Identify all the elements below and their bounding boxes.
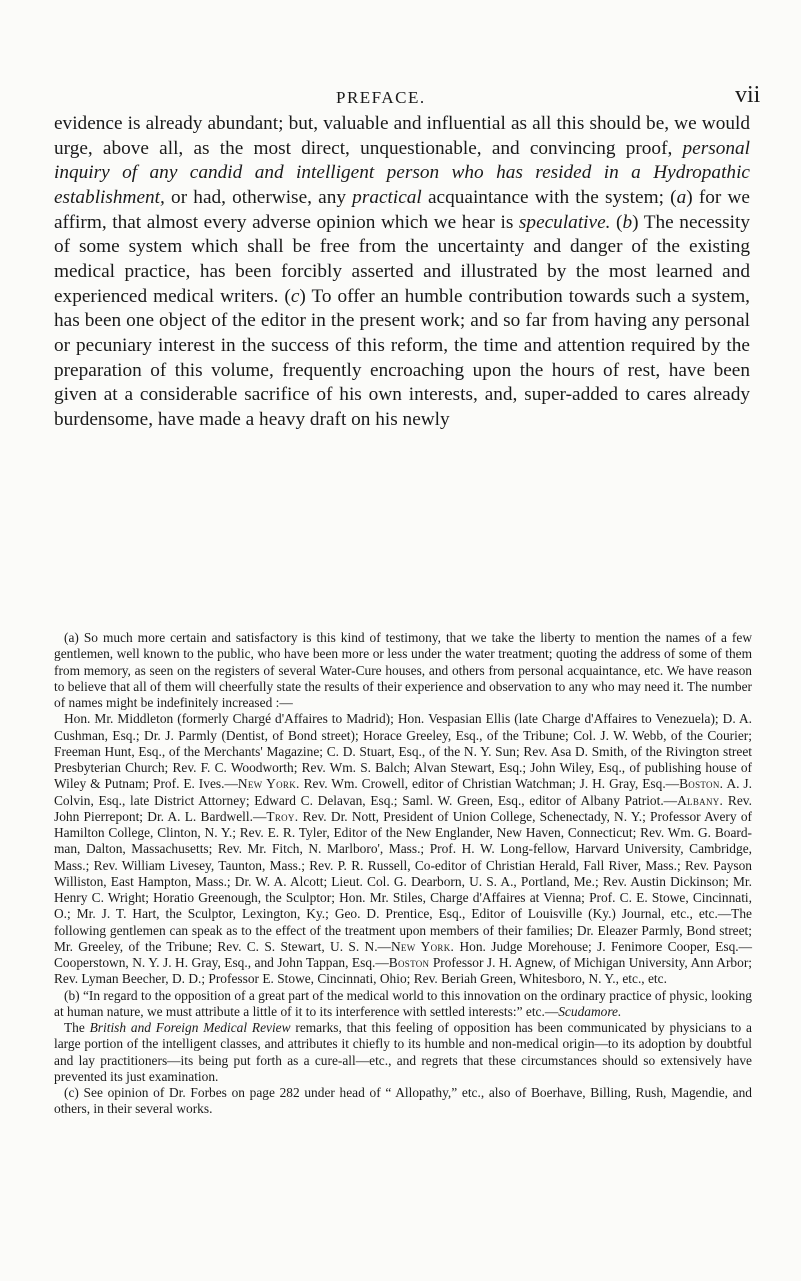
journal-title: British and Foreign Medical Review xyxy=(89,1020,291,1035)
page-number: vii xyxy=(735,82,761,108)
footnote-ref-c: c xyxy=(290,285,300,307)
city-label: New York. xyxy=(237,776,300,792)
footnote-ref-a: a xyxy=(676,186,687,208)
main-text xyxy=(54,112,750,433)
footnote-label: (c) xyxy=(64,1085,79,1100)
footnote-label: (a) xyxy=(64,630,79,645)
footnote-a-names: Hon. Mr. Middleton (formerly Chargé d'Affaires to Madrid); Hon. Vespasian Ellis (late Charge d'Affaires to Venezuela); D. A. Cushman, Esq.; Dr. J. Parmly (Dentist, of Bond street); Horace Greeley, Esq., of the Tribune; Col. J. W. Webb, of the Courier; Freeman Hunt, Esq., of the Merchants' Magazine; C. D. Stuart, Esq., of the N. Y. Sun; Rev. Asa D. Smith, of the Rivington street Presbyterian Church; Rev. F. C. Woodworth; Rev. Wm. S. Balch; Alvan Stewart, Esq.; John Wiley, Esq., of publishing house of Wiley & Putnam; Prof. E. Ives.—New York. Rev. Wm. Crowell, editor of Christian Watchman; J. H. Gray, Esq.—Boston. A. J. Colvin, Esq., late District Attorney; Edward C. Delavan, Esq.; Saml. W. Green, Esq., editor of Albany Patriot.—Albany. Rev. John Pierrepont; Dr. A. L. Bardwell.—Troy. Rev. Dr. Nott, President of Union College, Schenectady, N. Y.; Professor Avery of Hamilton College, Clinton, N. Y.; Rev. E. R. Tyler, Editor of the New Englander, New Haven, Connecticut; Rev. Wm. G. Board-man, Dalton, Massachusetts; Rev. Mr. Fitch, N. Marlboro', Mass.; Prof. H. W. Long-fellow, Harvard University, Cambridge, Mass.; Rev. William Livesey, Taunton, Mass.; Rev. P. R. Russell, Co-editor of Christian Herald, Fall River, Mass.; Rev. Payson Williston, East Hampton, Mass.; Dr. W. A. Alcott; Lieut. Col. G. Dearborn, U. S. A., Portland, Me.; Rev. Austin Dickinson; Mr. Henry C. Wright; Horatio Greenough, the Sculptor; Hon. Mr. Stiles, Charge d'Affaires at Vienna; Prof. C. E. Stowe, Cincinnati, O.; Mr. J. T. Hart, the Sculptor, Lexington, Ky.; Geo. D. Prentice, Esq., Editor of Louisville (Ky.) Journal, etc., etc.—The following gentlemen can speak as to the effect of the treatment upon members of their families; Dr. Eleazer Parmly, Bond street; Mr. Greeley, of the Tribune; Rev. C. S. Stewart, U. S. N.—New York. Hon. Judge Morehouse; J. Fenimore Cooper, Esq.—Cooperstown, N. Y. J. H. Gray, Esq., and John Tappan, Esq.—Boston Professor J. H. Agnew, of Michigan University, Ann Arbor; Rev. Lyman Beecher, D. D.; Professor E. Stowe, Cincinnati, Ohio; Rev. Beriah Green, Whitesboro, N. Y., etc., etc. xyxy=(54,711,753,987)
city-label: New York. xyxy=(390,938,455,954)
city-label: Troy. xyxy=(266,808,299,824)
city-label: Albany. xyxy=(677,792,724,808)
running-header xyxy=(0,70,801,110)
footnote-b: (b) “In regard to the opposition of a great part of the medical world to this innovation on the ordinary practice of physic, looking at human nature, we must attribute a little of it to its interference with settled interests:” etc.—Scudamore. xyxy=(54,987,752,1019)
city-label: Boston. xyxy=(679,776,724,792)
footnote-ref-b: b xyxy=(622,211,633,233)
footnotes xyxy=(54,630,752,1118)
source-name: Scudamore. xyxy=(558,1003,622,1019)
emphasis: personal inquiry of any candid and intelligent person who has resided in a Hydropathic establishment, xyxy=(54,137,750,208)
emphasis: speculative. xyxy=(518,211,611,233)
emphasis: practical xyxy=(352,186,422,208)
footnote-c: (c) See opinion of Dr. Forbes on page 282 under head of “ Allopathy,” etc., also of Boerhave, Billing, Rush, Magendie, and others, in their several works. xyxy=(54,1085,752,1117)
body-paragraph: evidence is already abundant; but, valuable and influential as all this should be, we would urge, above all, as the most direct, unquestionable, and convincing proof, personal inquiry of any candid and intelligent person who has resided in a Hydropathic establishment, or had, otherwise, any practical acquaintance with the system; (a) for we affirm, that almost every adverse opinion which we hear is speculative. (b) The necessity of some system which shall be free from the uncertainty and danger of the existing medical practice, has been forcibly asserted and illustrated by the most learned and experienced medical writers. (c) To offer an humble contribution towards such a system, has been one object of the editor in the present work; and so far from having any personal or pecuniary interest in the success of this reform, the time and attention required by the preparation of this volume, frequently encroaching upon the hours of rest, have been given at a considerable sacrifice of his own interests, and, super-added to cares already burdensome, have made a heavy draft on his newly xyxy=(54,113,751,430)
city-label: Boston xyxy=(388,955,430,970)
footnote-b-continued: The British and Foreign Medical Review remarks, that this feeling of opposition has been communicated by physicians to a large portion of the intelligent classes, and attributes it chiefly to its humble and non-medical origin—to its adoption by doubtful and lay practitioners—its being put forth as a cure-all—etc., and regrets that these circumstances should so extensively have prevented its just examination. xyxy=(54,1020,752,1084)
page-title: PREFACE. xyxy=(336,88,426,107)
footnote-label: (b) xyxy=(64,987,80,1003)
footnote-a: (a) So much more certain and satisfactory is this kind of testimony, that we take the liberty to mention the names of a few gentlemen, well known to the public, who have been more or less under the water treatment; quoting the address of some of them from memory, as seen on the registers of several Water-Cure houses, and others from personal acquaintance, etc. We have reason to believe that all of them will cheerfully state the results of their experience and observation to any who may need it. The number of names might be indefinitely increased :— xyxy=(54,630,752,710)
